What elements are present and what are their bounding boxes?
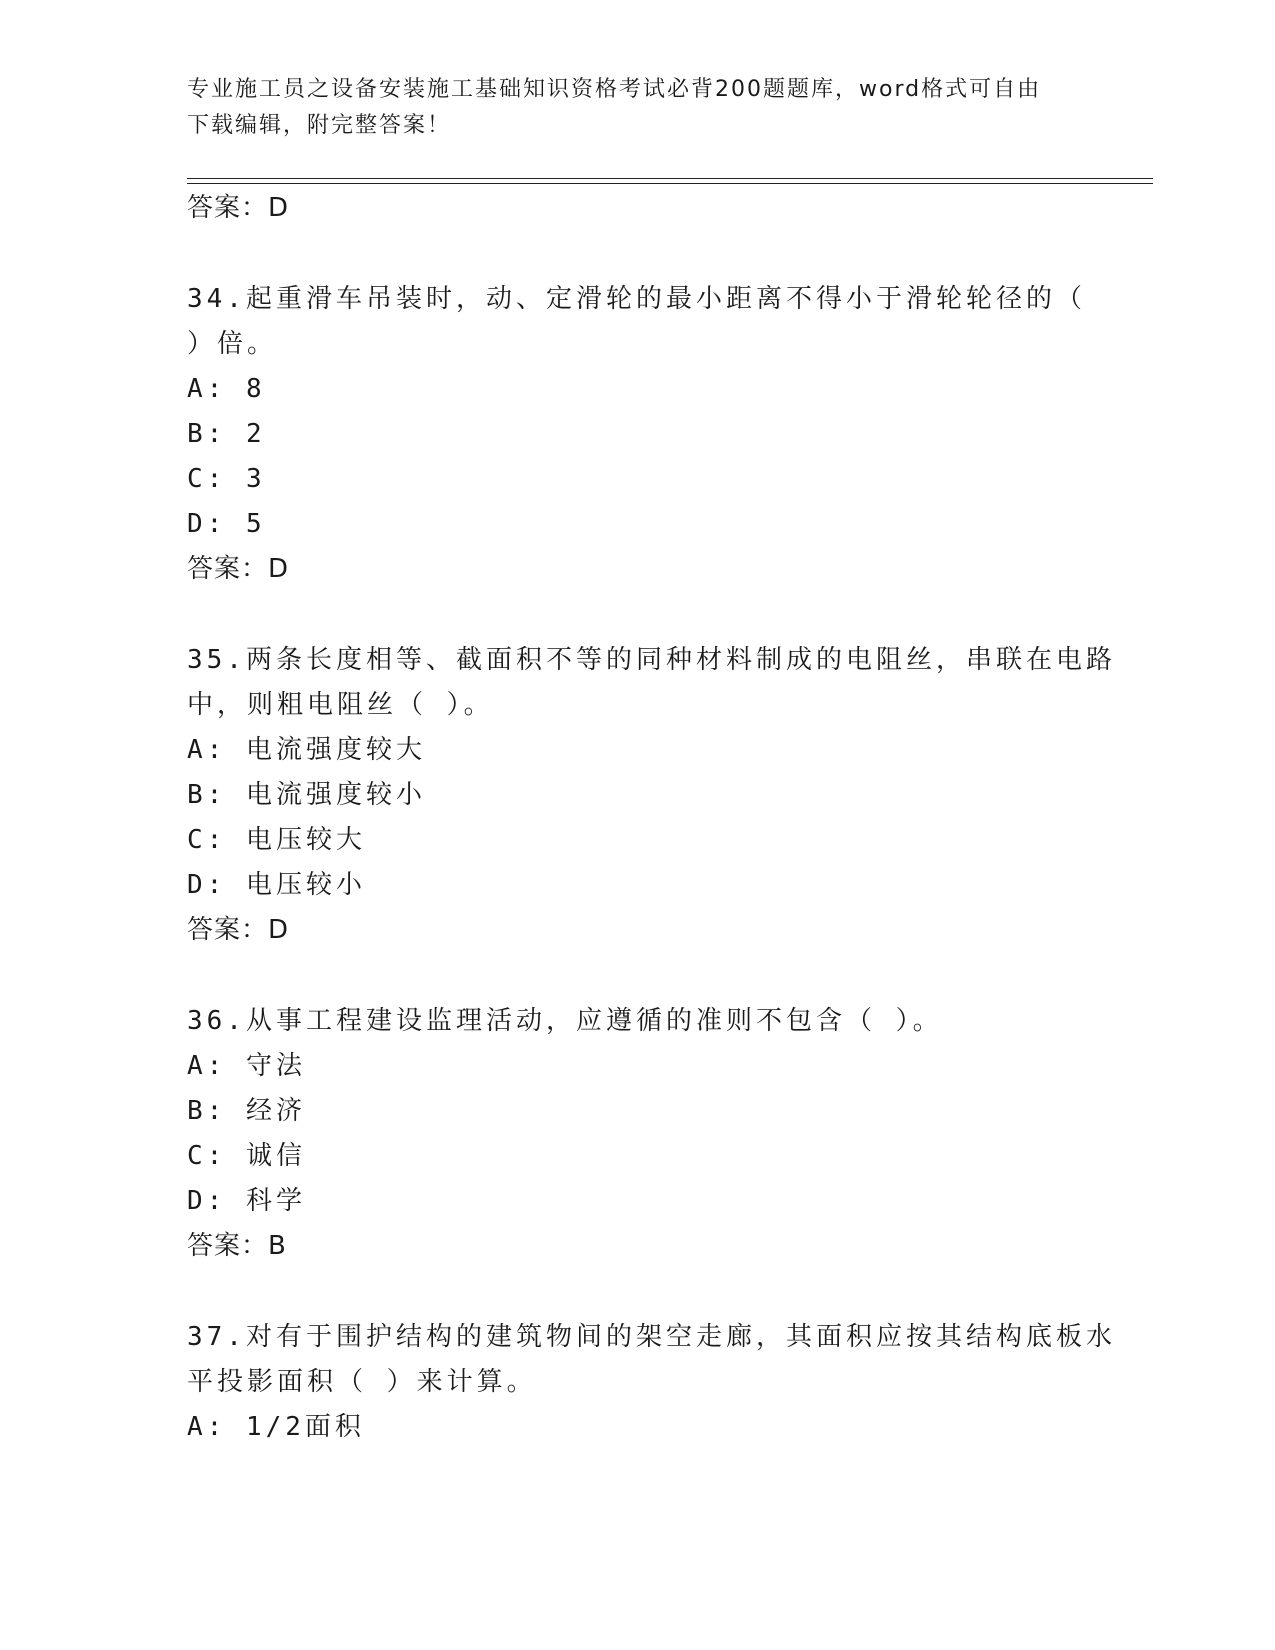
question-34 bbox=[187, 277, 1087, 592]
option-d: D: 电压较小 bbox=[187, 870, 366, 900]
option-c: C: 电压较大 bbox=[187, 825, 366, 855]
question-list bbox=[187, 186, 1116, 1450]
option-a: A: 1/2面积 bbox=[187, 1412, 365, 1442]
question-stem-line: 37.对有于围护结构的建筑物间的架空走廊，其面积应按其结构底板水 bbox=[187, 1322, 1116, 1352]
header-line-1: 专业施工员之设备安装施工基础知识资格考试必背200题题库，word格式可自由 bbox=[187, 77, 1042, 102]
question-stem-line: 中，则粗电阻丝（ ）。 bbox=[187, 690, 494, 720]
document-header bbox=[187, 72, 1067, 144]
spacer bbox=[187, 953, 1087, 999]
header-line-2: 下载编辑，附完整答案！ bbox=[187, 113, 452, 138]
question-stem-line: 34.起重滑车吊装时，动、定滑轮的最小距离不得小于滑轮轮径的（ bbox=[187, 284, 1086, 314]
header-rule-bottom bbox=[187, 183, 1153, 184]
option-c: C: 3 bbox=[187, 464, 266, 494]
question-36 bbox=[187, 999, 1087, 1269]
option-b: B: 经济 bbox=[187, 1096, 306, 1126]
question-stem-line: 36.从事工程建设监理活动，应遵循的准则不包含（ ）。 bbox=[187, 1006, 943, 1036]
question-stem-line: 35.两条长度相等、截面积不等的同种材料制成的电阻丝，串联在电路 bbox=[187, 645, 1116, 675]
option-d: D: 5 bbox=[187, 509, 266, 539]
option-b: B: 电流强度较小 bbox=[187, 780, 426, 810]
option-a: A: 8 bbox=[187, 374, 266, 404]
answer: 答案：D bbox=[187, 915, 290, 945]
previous-answer: 答案：D bbox=[187, 193, 290, 223]
answer: 答案：B bbox=[187, 1231, 287, 1261]
option-c: C: 诚信 bbox=[187, 1141, 306, 1171]
option-d: D: 科学 bbox=[187, 1186, 306, 1216]
question-35 bbox=[187, 638, 1116, 953]
spacer bbox=[187, 231, 1087, 277]
option-a: A: 守法 bbox=[187, 1051, 306, 1081]
header-rule-top bbox=[187, 178, 1153, 179]
spacer bbox=[187, 592, 1087, 638]
spacer bbox=[187, 1269, 1087, 1315]
question-stem-line: 平投影面积（ ）来计算。 bbox=[187, 1367, 537, 1397]
option-b: B: 2 bbox=[187, 419, 266, 449]
question-37 bbox=[187, 1315, 1116, 1450]
answer: 答案：D bbox=[187, 554, 290, 584]
option-a: A: 电流强度较大 bbox=[187, 735, 426, 765]
question-stem-line: ）倍。 bbox=[187, 329, 278, 359]
